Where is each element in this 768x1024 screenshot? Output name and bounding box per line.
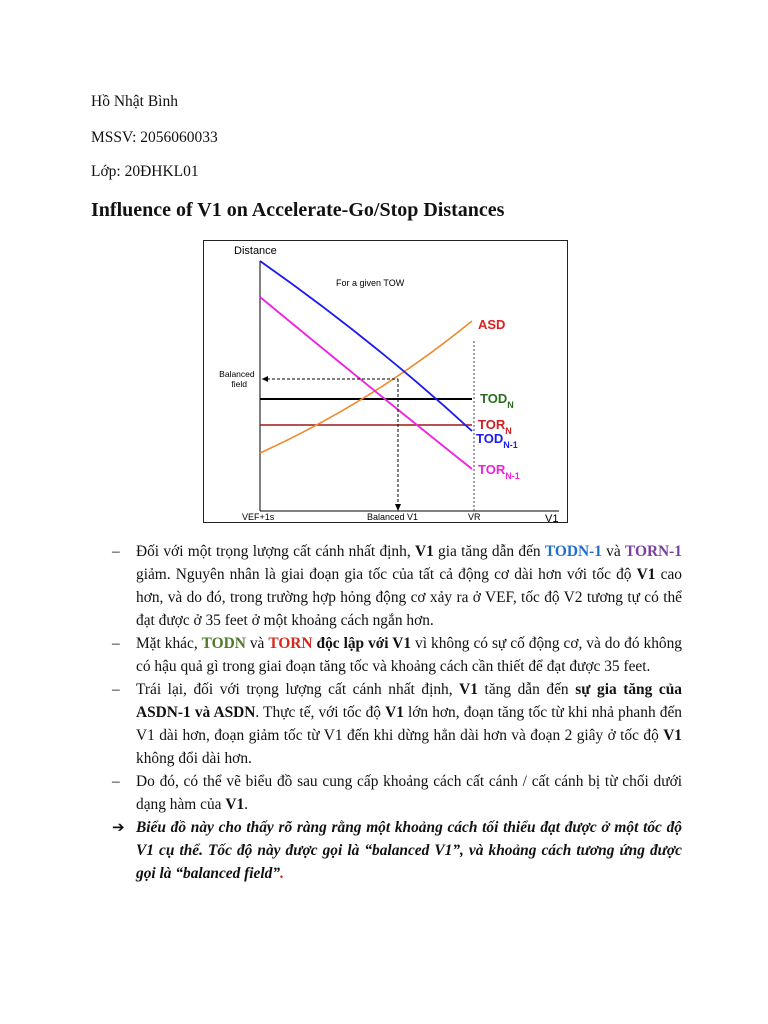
list-item: [112, 770, 682, 816]
class-code: Lớp: 20ĐHKL01: [91, 163, 199, 180]
list-item: [112, 632, 682, 678]
list-item: [112, 678, 682, 770]
x-tick-balanced-v1: Balanced V1: [367, 512, 419, 522]
asd-label: ASD: [478, 317, 506, 332]
x-tick-vef: VEF+1s: [242, 512, 275, 522]
bullet-dash: –: [112, 773, 120, 790]
x-axis-label: V1: [545, 513, 559, 524]
tod-n1-label: $TOD_{N-1}$: [476, 431, 518, 450]
student-id: MSSV: 2056060033: [91, 129, 218, 146]
page-title: Influence of V1 on Accelerate-Go/Stop Distances: [91, 199, 505, 221]
v1-distance-figure: [203, 240, 568, 523]
tod-n-label: $TOD_N$: [480, 391, 514, 410]
conclusion-text: Biểu đồ này cho thấy rõ ràng rằng một khoảng cách tối thiểu đạt được ở một tốc độ V1 cụ thể. Tốc độ này được gọi là “balanced V1”, và khoảng cách tương ứng được gọi là “balanced field”.: [136, 819, 682, 882]
tor-n1-curve: [260, 297, 472, 469]
student-name: Hồ Nhật Bình: [91, 93, 178, 110]
chart-note: For a given TOW: [336, 278, 405, 288]
y-axis-label: Distance: [234, 245, 277, 257]
conclusion-item: [112, 816, 682, 885]
balanced-field-arrowhead: [262, 376, 268, 382]
tor-n1-label: $TOR_{N-1}$: [478, 462, 520, 481]
bullet-dash: –: [112, 635, 120, 652]
bullet-list: [112, 540, 682, 885]
x-tick-vr: VR: [468, 512, 481, 522]
tor-n-label: $TOR_N$: [478, 417, 512, 436]
bullet-dash: –: [112, 681, 120, 698]
bullet-dash: –: [112, 543, 120, 560]
bullet-text: Đối với một trọng lượng cất cánh nhất định, V1 gia tăng dẫn đến TODN-1 và TORN-1 giảm. Nguyên nhân là giai đoạn gia tốc của tất cả động cơ dài hơn với tốc độ V1 cao hơn, và do đó, trong trường hợp hỏng động cơ xảy ra ở VEF, tốc độ V2 tương tự có thể đạt được ở 35 feet ở một khoảng cách ngắn hơn.: [136, 543, 682, 629]
bullet-text: Mặt khác, TODN và TORN độc lập với V1 vì không có sự cố động cơ, và do đó không có hậu quả gì trong giai đoạn tăng tốc và khoảng cách cần thiết để đạt được 35 feet.: [136, 635, 682, 675]
list-item: [112, 540, 682, 632]
bullet-text: Trái lại, đối với trọng lượng cất cánh nhất định, V1 tăng dẫn đến sự gia tăng của ASDN-1 và ASDN. Thực tế, với tốc độ V1 lớn hơn, đoạn tăng tốc từ khi nhả phanh đến V1 dài hơn, đoạn giảm tốc từ V1 đến khi dừng hẳn dài hơn và đoạn 2 giây ở tốc độ V1 không đổi dài hơn.: [136, 681, 682, 767]
arrow-right-icon: ➔: [112, 818, 125, 836]
balanced-v1-arrowhead: [395, 504, 401, 511]
bullet-text: Do đó, có thể vẽ biểu đồ sau cung cấp khoảng cách cất cánh / cất cánh bị từ chối dưới dạng hàm của V1.: [136, 773, 682, 813]
balanced-field-label: Balanced field: [219, 369, 255, 389]
